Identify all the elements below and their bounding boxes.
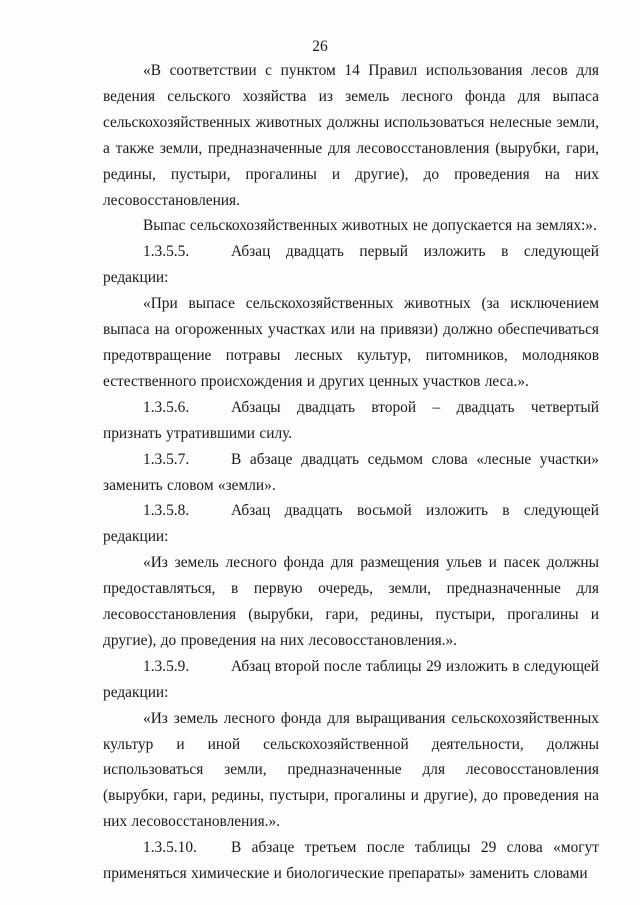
- numbered-paragraph: [103, 239, 599, 291]
- numbered-paragraph: [103, 835, 599, 887]
- clause-number: 1.3.5.10.: [143, 839, 197, 857]
- paragraph: [103, 58, 599, 213]
- paragraph-text: «Из земель лесного фонда для размещения ульев и пасек должны предоставляться, в первую очередь, земли, предназначенные для лесовосстановления (вырубки, гари, редины, пустыри, прогалины и другие), до проведения на них лесовосстановления.».: [103, 554, 599, 649]
- clause-number: 1.3.5.6.: [143, 398, 190, 416]
- clause-number: 1.3.5.7.: [143, 450, 190, 468]
- paragraph-text: Абзац второй после таблицы 29 изложить в следующей редакции:: [103, 657, 599, 701]
- paragraph-text: «Из земель лесного фонда для выращивания сельскохозяйственных культур и иной сельскохозяйственной деятельности, должны использоваться земли, предназначенные для лесовосстановления (вырубки, гари, редины, пустыри, прогалины и другие), до проведения на них лесовосстановления.».: [103, 709, 599, 831]
- paragraph-text: В абзаце третьем после таблицы 29 слова «могут применяться химические и биологические препараты» заменить словами: [103, 839, 599, 883]
- clause-number: 1.3.5.9.: [143, 657, 190, 675]
- numbered-paragraph: [103, 447, 599, 499]
- paragraph-text: В абзаце двадцать седьмом слова «лесные участки» заменить словом «земли».: [103, 450, 599, 494]
- paragraph: [103, 706, 599, 836]
- paragraph-text: Абзац двадцать первый изложить в следующей редакции:: [103, 243, 599, 287]
- page-number: 26: [312, 38, 328, 55]
- numbered-paragraph: [103, 654, 599, 706]
- numbered-paragraph: [103, 498, 599, 550]
- paragraph-text: Абзац двадцать восьмой изложить в следующей редакции:: [103, 502, 599, 546]
- paragraph-text: «При выпасе сельскохозяйственных животных (за исключением выпаса на огороженных участках или на привязи) должно обеспечиваться предотвращение потравы лесных культур, питомников, молодняков естественного происхождения и других ценных участков леса.».: [103, 295, 599, 390]
- clause-number: 1.3.5.5.: [143, 243, 190, 261]
- paragraph: [103, 213, 599, 239]
- paragraph: [103, 291, 599, 395]
- numbered-paragraph: [103, 395, 599, 447]
- clause-number: 1.3.5.8.: [143, 502, 190, 520]
- paragraph: [103, 550, 599, 654]
- document-body: [103, 58, 599, 887]
- paragraph-text: «В соответствии с пунктом 14 Правил использования лесов для ведения сельского хозяйства из земель лесного фонда для выпаса сельскохозяйственных животных должны использоваться нелесные земли, а также земли, предназначенные для лесовосстановления (вырубки, гари, редины, пустыри, прогалины и другие), до проведения на них лесовосстановления.: [103, 62, 599, 209]
- paragraph-text: Абзацы двадцать второй – двадцать четвертый признать утратившими силу.: [103, 398, 599, 442]
- paragraph-text: Выпас сельскохозяйственных животных не допускается на землях:».: [143, 217, 597, 235]
